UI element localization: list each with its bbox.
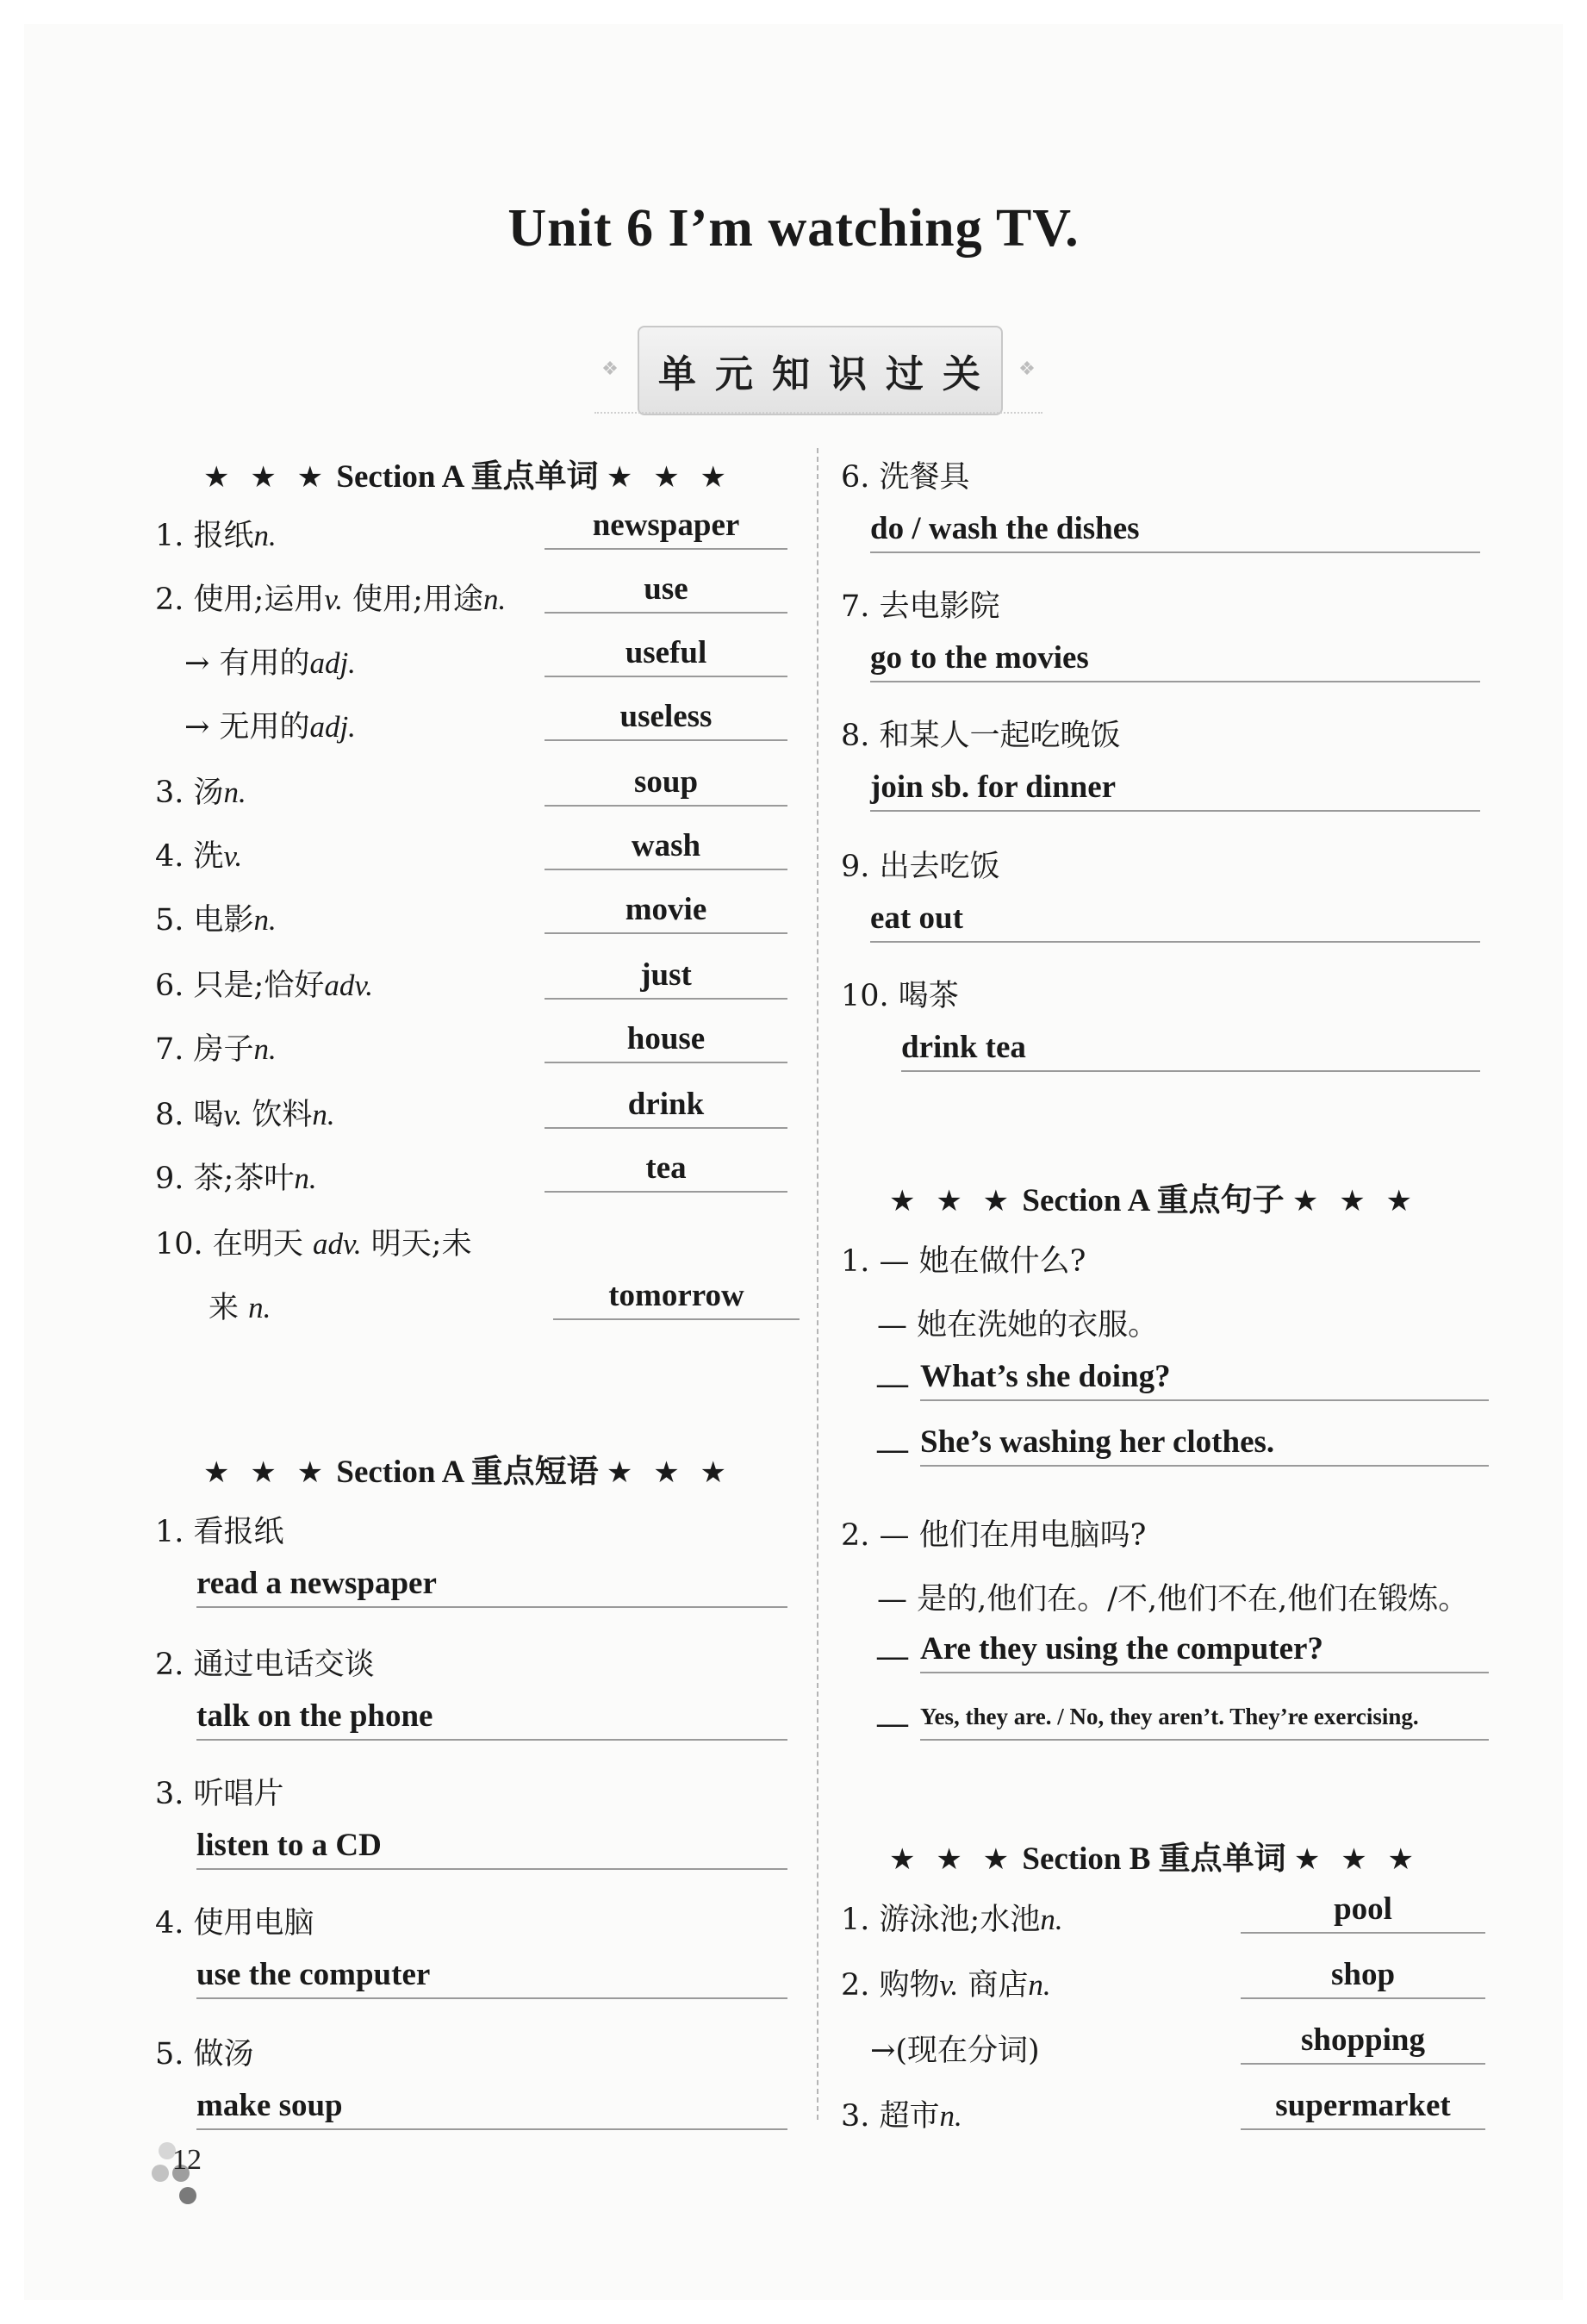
section-a-phrases-title [203,1445,731,1492]
star-icon: ★ ★ ★ [1293,1842,1420,1877]
item-chinese: 游泳池;水池 [879,1903,1041,1937]
part-of-speech: n. [312,1098,335,1131]
section-title-text: Section A 重点单词 [336,459,599,495]
item-number: 9. [155,1162,194,1196]
phrase-chinese: 9. 出去吃饭 [841,850,1000,884]
part-of-speech: adj. [309,710,356,744]
word-item [155,1091,335,1134]
item-chinese: 报纸 [193,519,254,553]
phrase-chinese: 5. 做汤 [155,2037,254,2072]
answer-blank: go to the movies [870,639,1480,682]
item-chinese: 超市 [879,2099,940,2134]
part-of-speech: n. [1040,1903,1063,1936]
sentence-2-cn-q: 2. — 他们在用电脑吗? [841,1518,1147,1553]
section-b-words-title [889,1832,1419,1879]
item-chinese: 饮料 [242,1098,313,1132]
item-number: 5. [155,903,194,938]
answer-blank: tomorrow [553,1277,800,1320]
section-title-text: Section A 重点句子 [1022,1183,1285,1218]
item-chinese: 使用;用途 [343,583,483,617]
phrase-chinese: 3. 听唱片 [155,1777,284,1811]
answer-blank: drink tea [901,1029,1480,1072]
word-b-item [841,2092,962,2135]
section-title-text: Section B 重点单词 [1022,1841,1286,1877]
item-number: 3. [841,2099,880,2134]
sentence-1-cn-q: 1. — 她在做什么? [841,1244,1086,1279]
word-item [155,896,277,939]
word-b-item [841,1896,1063,1939]
item-chinese: 房子 [193,1032,254,1067]
ornament-icon: ❖ [1018,358,1036,380]
item-chinese: 商店 [958,1968,1029,2003]
word-b-item [841,1961,1051,2004]
answer-blank: eat out [870,900,1480,943]
dash: — [877,1638,908,1673]
word-item [184,703,356,746]
answer-blank: Are they using the computer? [920,1630,1489,1673]
item-chinese: → 无用的 [184,710,310,745]
item-number: 1. [841,1903,880,1937]
word-item [155,962,373,1005]
item-chinese: 汤 [193,776,224,810]
phrase-chinese: 2. 通过电话交谈 [155,1648,375,1682]
word-item [155,769,246,812]
star-icon: ★ ★ ★ [889,1184,1015,1218]
word-item-10-line2: 来 n. [208,1291,271,1325]
phrase-chinese: 6. 洗餐具 [841,460,970,495]
part-of-speech: v. [324,583,344,616]
answer-blank: shopping [1241,2022,1485,2065]
answer-blank: use the computer [196,1956,787,1999]
section-a-sentences-title [889,1174,1417,1220]
ornament-icon: ❖ [601,358,619,380]
part-of-speech: n. [482,583,507,616]
item-number: 6. [155,969,194,1003]
page-number: 12 [172,2144,202,2176]
word-item [155,832,242,875]
sentence-2-cn-a: — 是的,他们在。/不,他们不在,他们在锻炼。 [877,1582,1469,1617]
phrase-chinese: 4. 使用电脑 [155,1906,314,1941]
word-item [184,639,356,682]
item-chinese: →(现在分词) [870,2034,1040,2068]
star-icon: ★ ★ ★ [606,1455,731,1490]
answer-blank: useful [545,634,787,677]
unit-title: Unit 6 I’m watching TV. [507,199,1080,258]
star-icon: ★ ★ ★ [606,460,731,495]
word-b-item [870,2027,1040,2070]
answer-blank: talk on the phone [196,1698,787,1741]
phrase-chinese: 8. 和某人一起吃晚饭 [841,719,1121,753]
word-item [155,512,277,555]
banner-rule [594,412,1042,417]
answer-blank: pool [1241,1891,1485,1934]
part-of-speech: n. [223,776,246,809]
part-of-speech: n. [1028,1968,1051,2002]
item-number: 2. [155,583,194,617]
item-number: 1. [155,519,194,553]
phrase-chinese: 10. 喝茶 [841,979,959,1013]
banner-box [638,326,1003,415]
star-icon: ★ ★ ★ [203,1455,329,1490]
dash: — [877,1431,908,1466]
star-icon: ★ ★ ★ [889,1842,1015,1877]
answer-blank: useless [545,698,787,741]
answer-blank: make soup [196,2087,787,2130]
answer-blank: drink [545,1086,787,1129]
item-number: 2. [841,1968,880,2003]
hexagon-icon [179,2187,196,2204]
star-icon: ★ ★ ★ [203,460,329,495]
item-chinese: 电影 [193,903,254,938]
word-item [155,1155,317,1198]
answer-blank: shop [1241,1956,1485,1999]
item-chinese: 茶;茶叶 [193,1162,295,1196]
answer-blank: read a newspaper [196,1565,787,1608]
part-of-speech: n. [939,2099,962,2133]
section-a-words-title [203,450,731,496]
part-of-speech: v. [223,1098,243,1131]
item-chinese: 只是;恰好 [193,969,325,1003]
item-chinese: 使用;运用 [193,583,325,617]
word-item [155,576,506,619]
item-number: 8. [155,1098,194,1132]
answer-blank: join sb. for dinner [870,769,1480,812]
part-of-speech: n. [253,1032,277,1066]
dash: — [877,1366,908,1400]
dash: — [877,1705,908,1740]
part-of-speech: adj. [309,646,356,680]
answer-blank: supermarket [1241,2087,1485,2130]
answer-blank: What’s she doing? [920,1358,1489,1401]
answer-blank: listen to a CD [196,1827,787,1870]
part-of-speech: n. [294,1162,317,1195]
part-of-speech: adv. [324,969,374,1002]
answer-blank: newspaper [545,507,787,550]
answer-blank: Yes, they are. / No, they aren’t. They’re exercising. [920,1698,1489,1741]
word-item-10: 10. 在明天 adv. 明天;未 [155,1227,472,1262]
answer-blank: house [545,1020,787,1063]
item-chinese: → 有用的 [184,646,310,681]
column-divider [817,448,818,2120]
banner-text: 单元知识过关 [658,352,999,396]
answer-blank: soup [545,763,787,807]
item-number: 7. [155,1032,194,1067]
answer-blank: tea [545,1150,787,1193]
part-of-speech: n. [253,519,277,552]
star-icon: ★ ★ ★ [1291,1184,1417,1218]
answer-blank: She’s washing her clothes. [920,1424,1489,1467]
section-title-text: Section A 重点短语 [336,1455,599,1490]
part-of-speech: v. [223,839,243,873]
answer-blank: movie [545,891,787,934]
answer-blank: do / wash the dishes [870,510,1480,553]
item-chinese: 喝 [193,1098,224,1132]
answer-blank: just [545,956,787,1000]
answer-blank: use [545,570,787,614]
part-of-speech: v. [939,1968,959,2002]
part-of-speech: n. [253,903,277,937]
item-number: 4. [155,839,194,874]
item-chinese: 购物 [879,1968,940,2003]
item-number: 3. [155,776,194,810]
phrase-chinese: 7. 去电影院 [841,589,1000,624]
hexagon-icon [152,2165,169,2182]
answer-blank: wash [545,827,787,870]
word-item [155,1025,277,1069]
item-chinese: 洗 [193,839,224,874]
sentence-1-cn-a: — 她在洗她的衣服。 [877,1308,1159,1343]
phrase-chinese: 1. 看报纸 [155,1515,284,1549]
section-banner [586,326,1051,417]
